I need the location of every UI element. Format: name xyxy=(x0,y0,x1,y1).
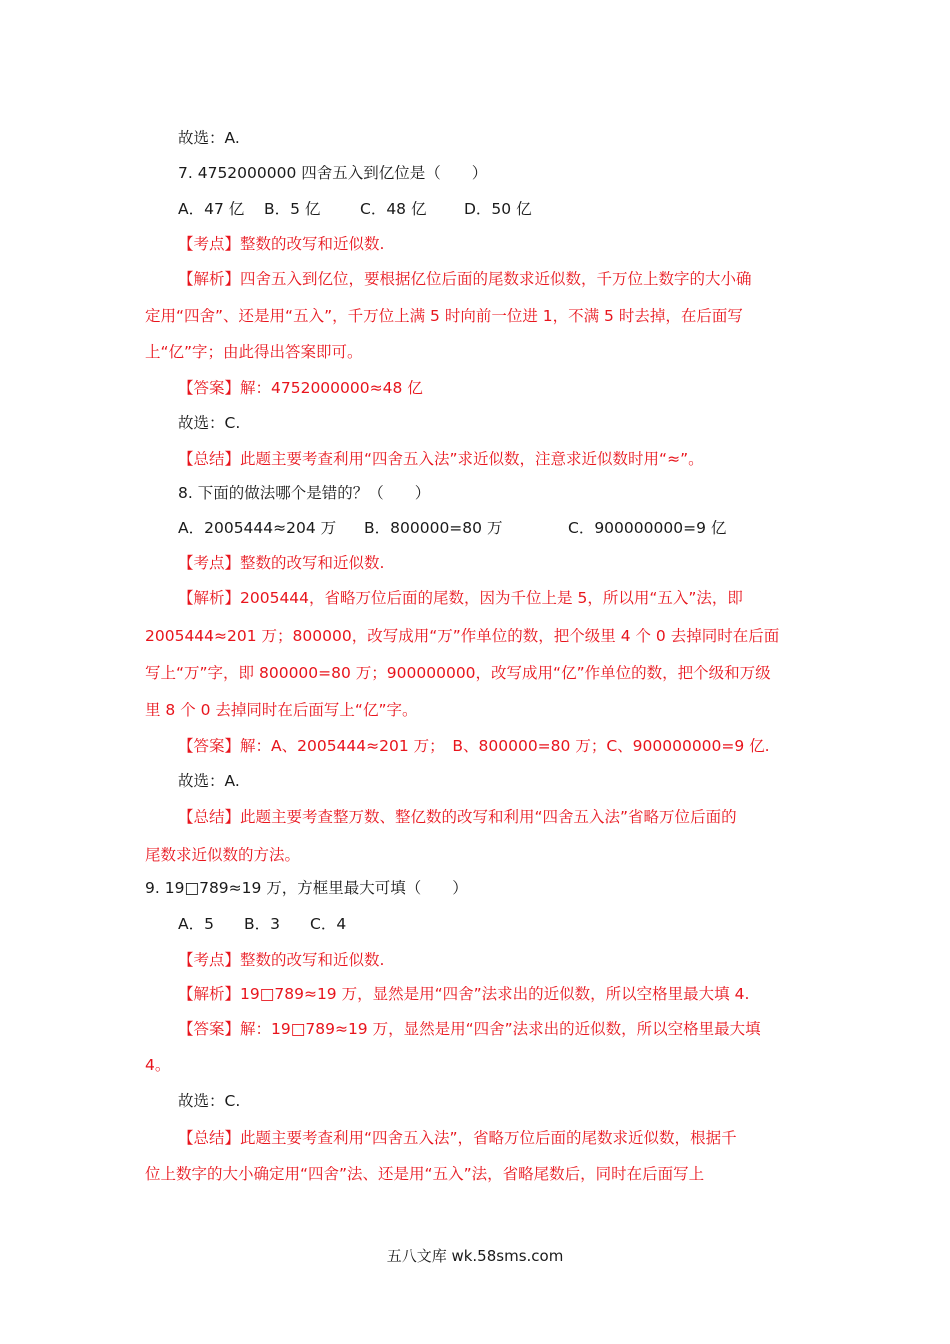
q8-kaodian: 【考点】整数的改写和近似数. xyxy=(178,554,385,572)
q7-option-b: B．5 亿 xyxy=(264,200,321,218)
prev-answer-choice: 故选：A. xyxy=(178,129,240,147)
q7-jiexi-line1: 【解析】四舍五入到亿位，要根据亿位后面的尾数求近似数，千万位上数字的大小确 xyxy=(178,270,752,288)
q7-daan: 【答案】解：4752000000≈48 亿 xyxy=(178,379,423,397)
q8-option-a: A．2005444≈204 万 xyxy=(178,519,337,537)
q9-daan-line2: 4。 xyxy=(145,1056,171,1074)
q7-option-c: C．48 亿 xyxy=(360,200,427,218)
q7-kaodian: 【考点】整数的改写和近似数. xyxy=(178,235,385,253)
q8-guxuan: 故选：A. xyxy=(178,772,240,790)
q9-daan-line1: 【答案】解：19□789≈19 万，显然是用“四舍”法求出的近似数，所以空格里最大填 xyxy=(178,1020,761,1038)
question-7: 7. 4752000000 四舍五入到亿位是（ ） xyxy=(178,164,488,182)
question-7-options xyxy=(178,199,532,219)
q7-option-a: A．47 亿 xyxy=(178,200,245,218)
question-9: 9. 19□789≈19 万，方框里最大可填（ ） xyxy=(145,879,468,897)
question-8: 8. 下面的做法哪个是错的？（ ） xyxy=(178,484,431,502)
q9-option-c: C．4 xyxy=(310,915,347,933)
q7-option-d: D．50 亿 xyxy=(464,200,532,218)
question-9-options xyxy=(178,914,346,934)
q9-zongjie-line2: 位上数字的大小确定用“四舍”法、还是用“五入”法，省略尾数后，同时在后面写上 xyxy=(145,1165,705,1183)
q9-option-b: B．3 xyxy=(244,915,280,933)
q7-zongjie: 【总结】此题主要考查利用“四舍五入法”求近似数，注意求近似数时用“≈”。 xyxy=(178,450,704,468)
q8-zongjie-line1: 【总结】此题主要考查整万数、整亿数的改写和利用“四舍五入法”省略万位后面的 xyxy=(178,808,737,826)
q9-jiexi: 【解析】19□789≈19 万，显然是用“四舍”法求出的近似数，所以空格里最大填 4. xyxy=(178,985,750,1003)
q8-zongjie-line2: 尾数求近似数的方法。 xyxy=(145,846,301,864)
question-8-options xyxy=(178,518,726,538)
page-footer: 五八文库 wk.58sms.com xyxy=(386,1247,564,1265)
q8-jiexi-line3: 写上“万”字，即 800000=80 万；900000000，改写成用“亿”作单位的数，把个级和万级 xyxy=(145,664,771,682)
q8-jiexi-line1: 【解析】2005444，省略万位后面的尾数，因为千位上是 5，所以用“五入”法，即 xyxy=(178,589,743,607)
q9-zongjie-line1: 【总结】此题主要考查利用“四舍五入法”，省略万位后面的尾数求近似数，根据千 xyxy=(178,1129,737,1147)
q8-jiexi-line2: 2005444≈201 万；800000，改写成用“万”作单位的数，把个级里 4 个 0 去掉同时在后面 xyxy=(145,627,780,645)
q7-jiexi-line3: 上“亿”字；由此得出答案即可。 xyxy=(145,343,363,361)
q7-jiexi-line2: 定用“四舍”、还是用“五入”，千万位上满 5 时向前一位进 1，不满 5 时去掉，在后面写 xyxy=(145,307,743,325)
q9-guxuan: 故选：C. xyxy=(178,1092,241,1110)
q9-option-a: A．5 xyxy=(178,915,214,933)
q7-guxuan: 故选：C. xyxy=(178,414,241,432)
q8-option-b: B．800000=80 万 xyxy=(364,519,503,537)
q8-option-c: C．900000000=9 亿 xyxy=(568,519,727,537)
q8-jiexi-line4: 里 8 个 0 去掉同时在后面写上“亿”字。 xyxy=(145,701,418,719)
q8-daan: 【答案】解：A、2005444≈201 万； B、800000=80 万；C、900000000=9 亿. xyxy=(178,737,770,755)
q9-kaodian: 【考点】整数的改写和近似数. xyxy=(178,951,385,969)
